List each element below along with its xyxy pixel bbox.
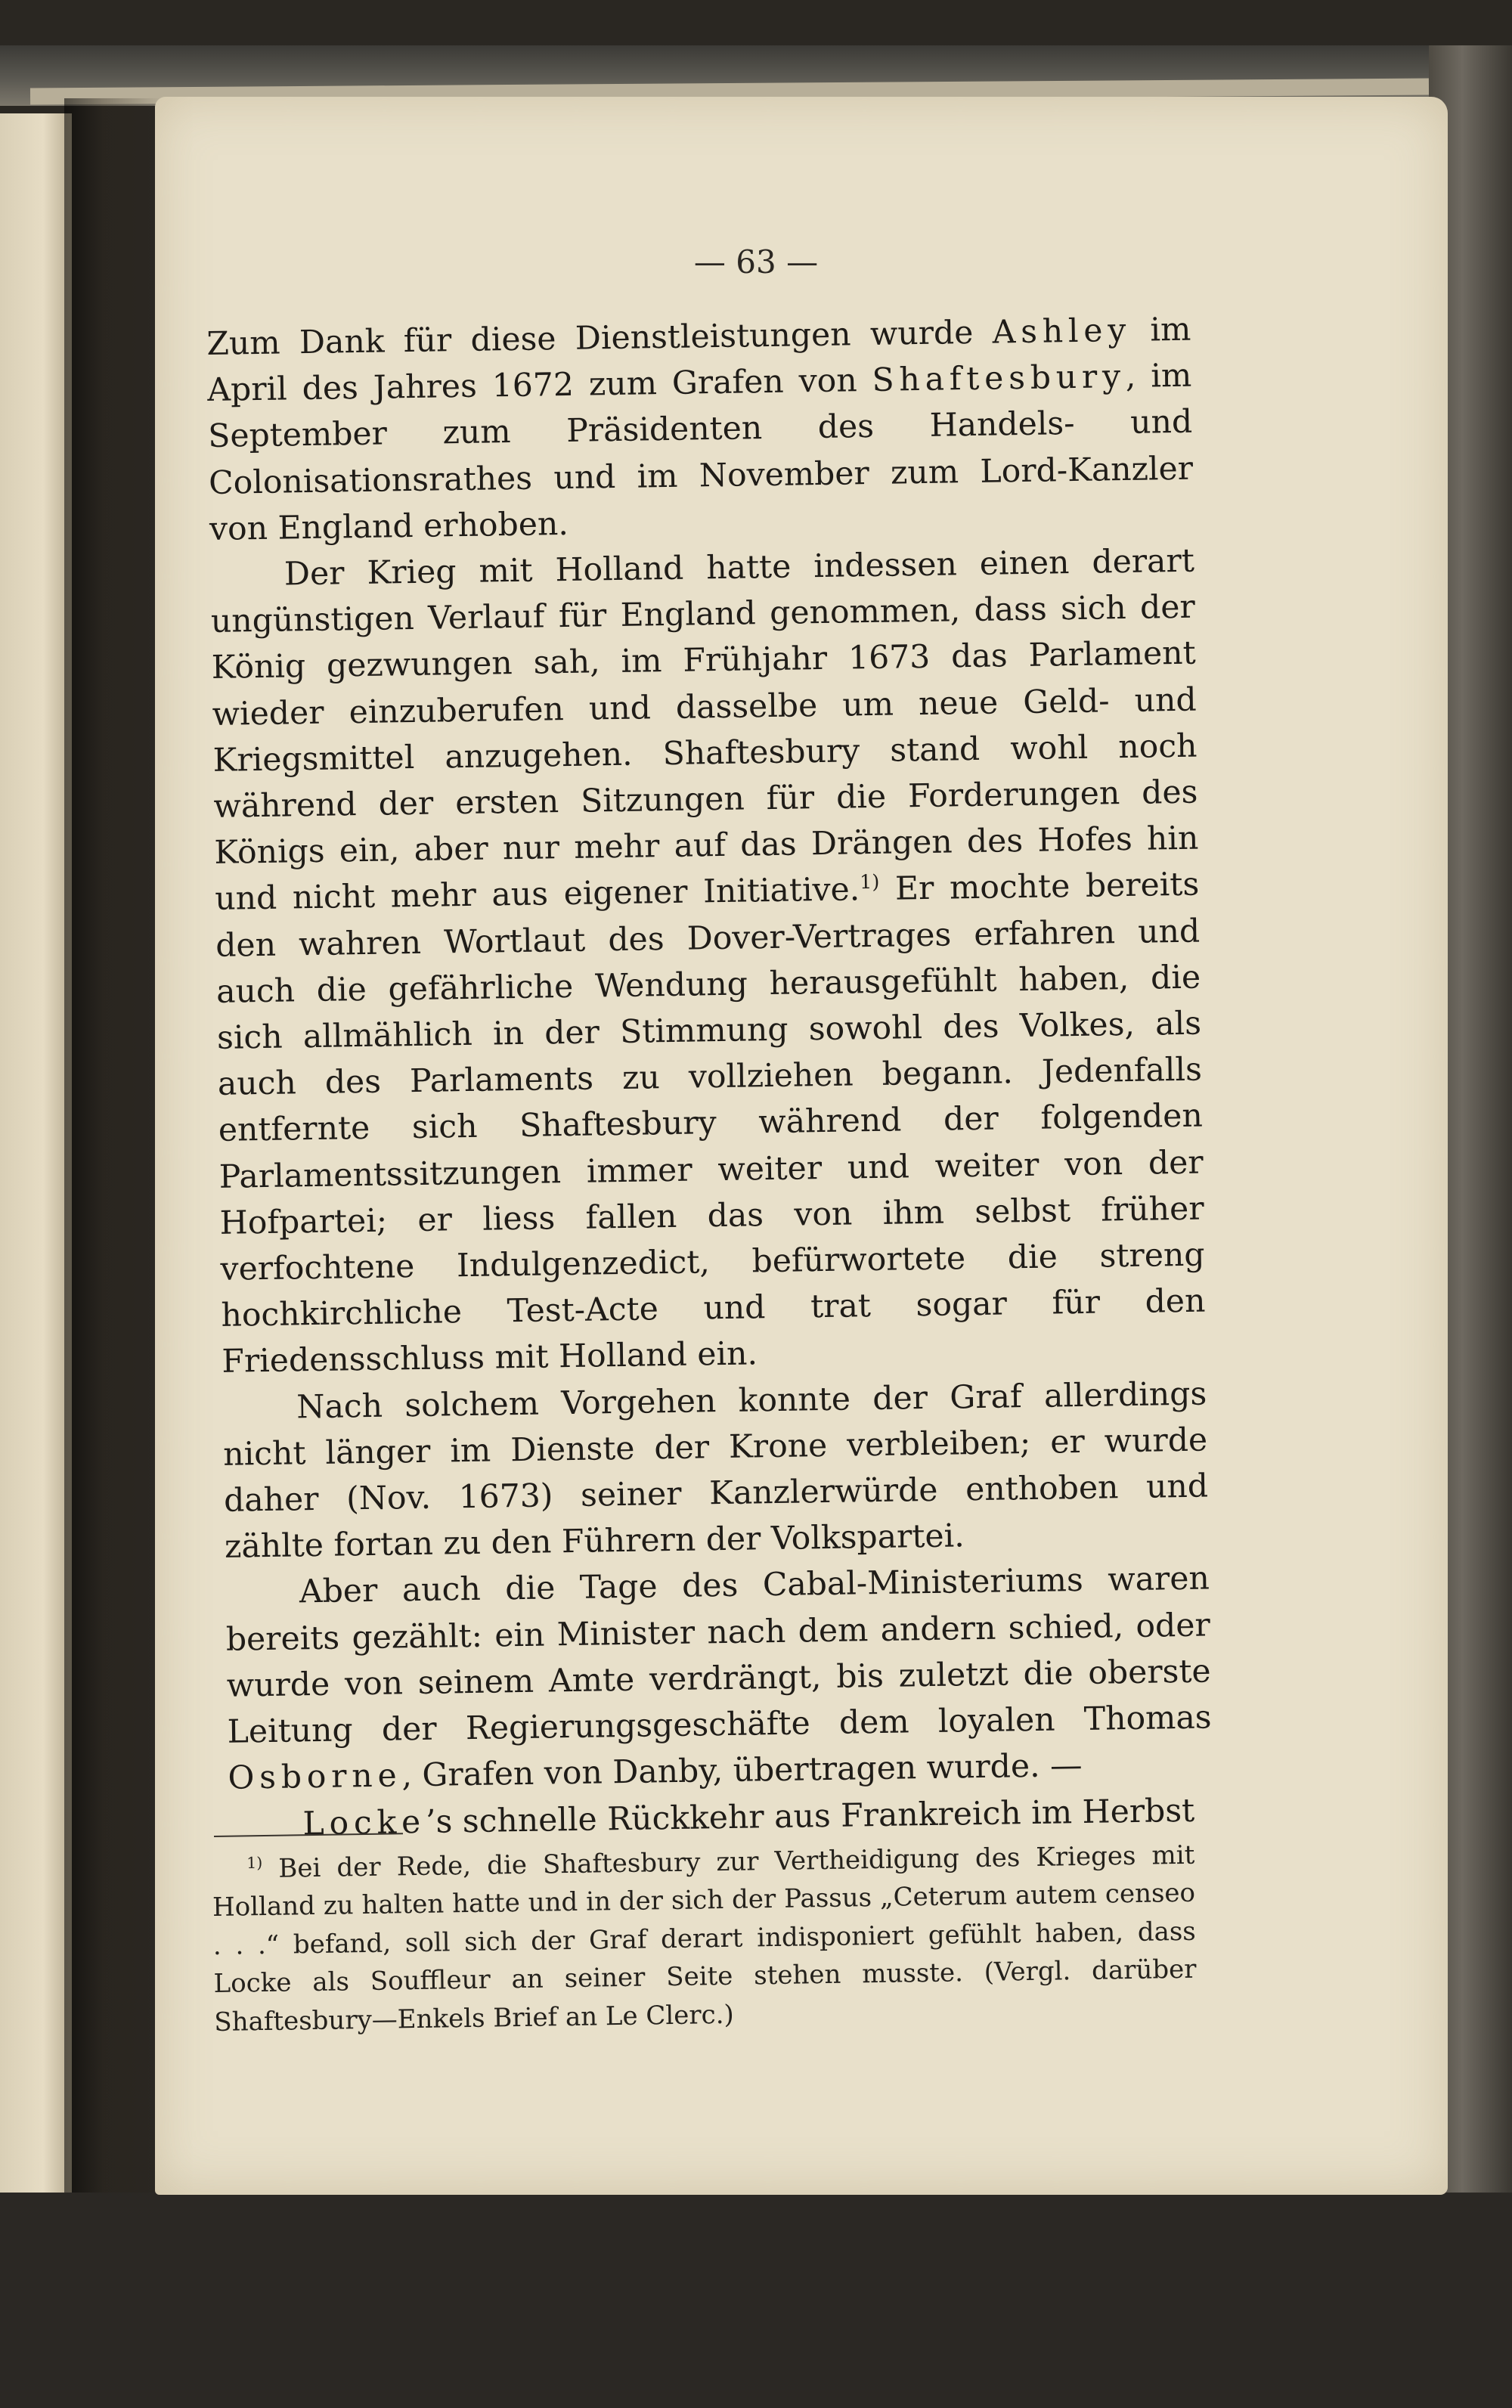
paragraph bbox=[222, 1371, 1209, 1570]
footnote-marker: 1) bbox=[246, 1853, 263, 1872]
text-run: , Grafen von Danby, übertragen wurde. — bbox=[401, 1747, 1083, 1795]
paragraph bbox=[210, 538, 1207, 1386]
text-run: im April des Jahres 1672 zum Grafen von bbox=[206, 311, 1191, 410]
footnote-reference: 1) bbox=[859, 871, 880, 894]
spaced-name: Shaftesbury bbox=[872, 358, 1126, 400]
paragraph bbox=[225, 1556, 1213, 1802]
text-run: Er mochte bereits den wahren Wortlaut des Dover-Vertrages erfahren und auch die gefährliche Wendung herausgefühlt haben, die sich allmählich in der Stimmung sowohl des Volkes, als auch des Parlaments zu vollziehen begann. Jedenfalls entfernte sich Shaftesbury während der folgenden Parlamentssitzungen immer weiter und weiter von der Hofpartei; er liess fallen das von ihm selbst früher verfochtene Indulgenzedict, befürwortete die streng hochkirchliche Test-Acte und trat sogar für den Friedensschluss mit Holland ein. bbox=[215, 866, 1206, 1381]
footnote-text: Bei der Rede, die Shaftesbury zur Vertheidigung des Krieges mit Holland zu halten hatte und in der sich der Passus „Ceterum autem censeo . . .“ befand, soll sich der Graf derart indisponiert gefühlt haben, dass Locke als Souffleur an seiner Seite stehen musste. (Vergl. darüber Shaftesbury—Enkels Brief an Le Clerc.) bbox=[212, 1839, 1197, 2038]
text-run: Der Krieg mit Holland hatte indessen einen derart ungünstigen Verlauf für England genommen, dass sich der König gezwungen sah, im Frühjahr 1673 das Parlament wieder einzuberufen und dasselbe um neue Geld- und Kriegsmittel anzugehen. Shaftesbury stand wohl noch während der ersten Sitzungen für die Forderungen des Königs ein, aber nur mehr auf das Drängen des Hofes hin und nicht mehr aus eigener Initiative. bbox=[210, 542, 1199, 919]
text-run: Aber auch die Tage des Cabal-Ministeriums waren bereits gezählt: ein Minister nach dem andern schied, oder wurde von seinem Amte verdrängt, bis zuletzt die oberste Leitung der Regierungsgeschäfte dem loyalen Thomas bbox=[225, 1560, 1212, 1751]
gutter-shadow bbox=[64, 98, 163, 2215]
text-run: Nach solchem Vorgehen konnte der Graf allerdings nicht länger im Dienste der Krone verbleiben; er wurde daher (Nov. 1673) seiner Kanzlerwürde enthoben und zählte fortan zu den Führern der Volkspartei. bbox=[222, 1375, 1209, 1567]
footnote bbox=[212, 1836, 1198, 2041]
page-number: — 63 — bbox=[693, 243, 819, 280]
text-run: , im September zum Präsidenten des Handels- und Colonisationsrathes und im November zum Lord-Kanzler von England erhoben. bbox=[207, 357, 1194, 548]
text-run: Zum Dank für diese Dienstleistungen wurde bbox=[206, 314, 993, 363]
footnotes bbox=[212, 1836, 1198, 2041]
text-run: ’s schnelle Rückkehr aus Frankreich im Herbst bbox=[425, 1792, 1195, 1841]
paragraph bbox=[206, 307, 1194, 553]
body-text bbox=[206, 307, 1213, 1849]
spaced-name: Locke bbox=[302, 1803, 426, 1842]
facing-page-edge bbox=[0, 113, 72, 2193]
spaced-name: Ashley bbox=[992, 311, 1132, 352]
scan-background bbox=[0, 2193, 1512, 2408]
spaced-name: Osborne bbox=[228, 1757, 402, 1798]
